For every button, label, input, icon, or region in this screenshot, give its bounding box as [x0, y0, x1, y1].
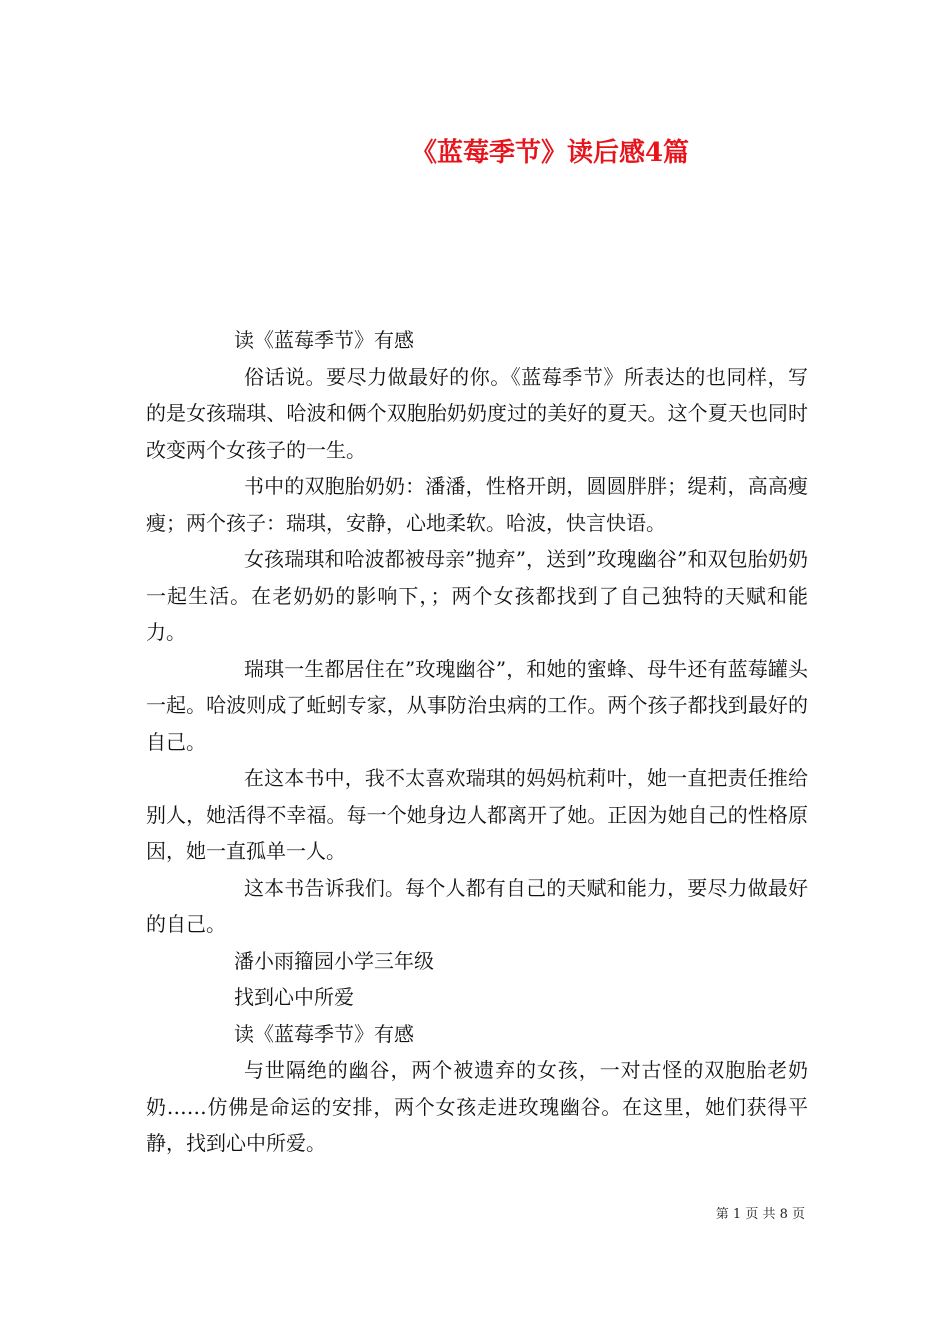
- paragraph: 在这本书中，我不太喜欢瑞琪的妈妈杭莉叶，她一直把责任推给别人，她活得不幸福。每一个她身边人都离开了她。正因为她自己的性格原因，她一直孤单一人。: [146, 766, 808, 863]
- paragraph: 瑞琪一生都居住在”玫瑰幽谷”，和她的蜜蜂、母牛还有蓝莓罐头一起。哈波则成了蚯蚓专家，从事防治虫病的工作。两个孩子都找到最好的自己。: [146, 656, 808, 754]
- page-footer: 第 1 页 共 8 页: [715, 1207, 805, 1222]
- paragraph: 俗话说。要尽力做最好的你。《蓝莓季节》所表达的也同样，写的是女孩瑞琪、哈波和俩个双胞胎奶奶度过的美好的夏天。这个夏天也同时改变两个女孩子的一生。: [146, 364, 808, 462]
- paragraph: 这本书告诉我们。每个人都有自己的天赋和能力，要尽力做最好的自己。: [146, 875, 808, 936]
- essay-heading: 读《蓝莓季节》有感: [234, 328, 414, 352]
- essay-heading: 读《蓝莓季节》有感: [234, 1021, 414, 1046]
- essay-title: 找到心中所爱: [234, 985, 354, 1009]
- paragraph: 与世隔绝的幽谷，两个被遗弃的女孩，一对古怪的双胞胎老奶奶……仿佛是命运的安排，两个女孩走进玫瑰幽谷。在这里，她们获得平静，找到心中所爱。: [146, 1058, 808, 1155]
- paragraph: 书中的双胞胎奶奶：潘潘，性格开朗，圆圆胖胖；缇莉，高高瘦瘦；两个孩子：瑞琪，安静，心地柔软。哈波，快言快语。: [146, 474, 808, 535]
- paragraph: 女孩瑞琪和哈波都被母亲”抛弃”，送到”玫瑰幽谷”和双包胎奶奶一起生活。在老奶奶的影响下，；两个女孩都找到了自己独特的天赋和能力。: [146, 547, 808, 644]
- author-line: 潘小雨籀园小学三年级: [234, 948, 434, 973]
- document-body: [146, 322, 808, 1162]
- document-title: 《蓝莓季节》读后感4篇: [410, 138, 690, 168]
